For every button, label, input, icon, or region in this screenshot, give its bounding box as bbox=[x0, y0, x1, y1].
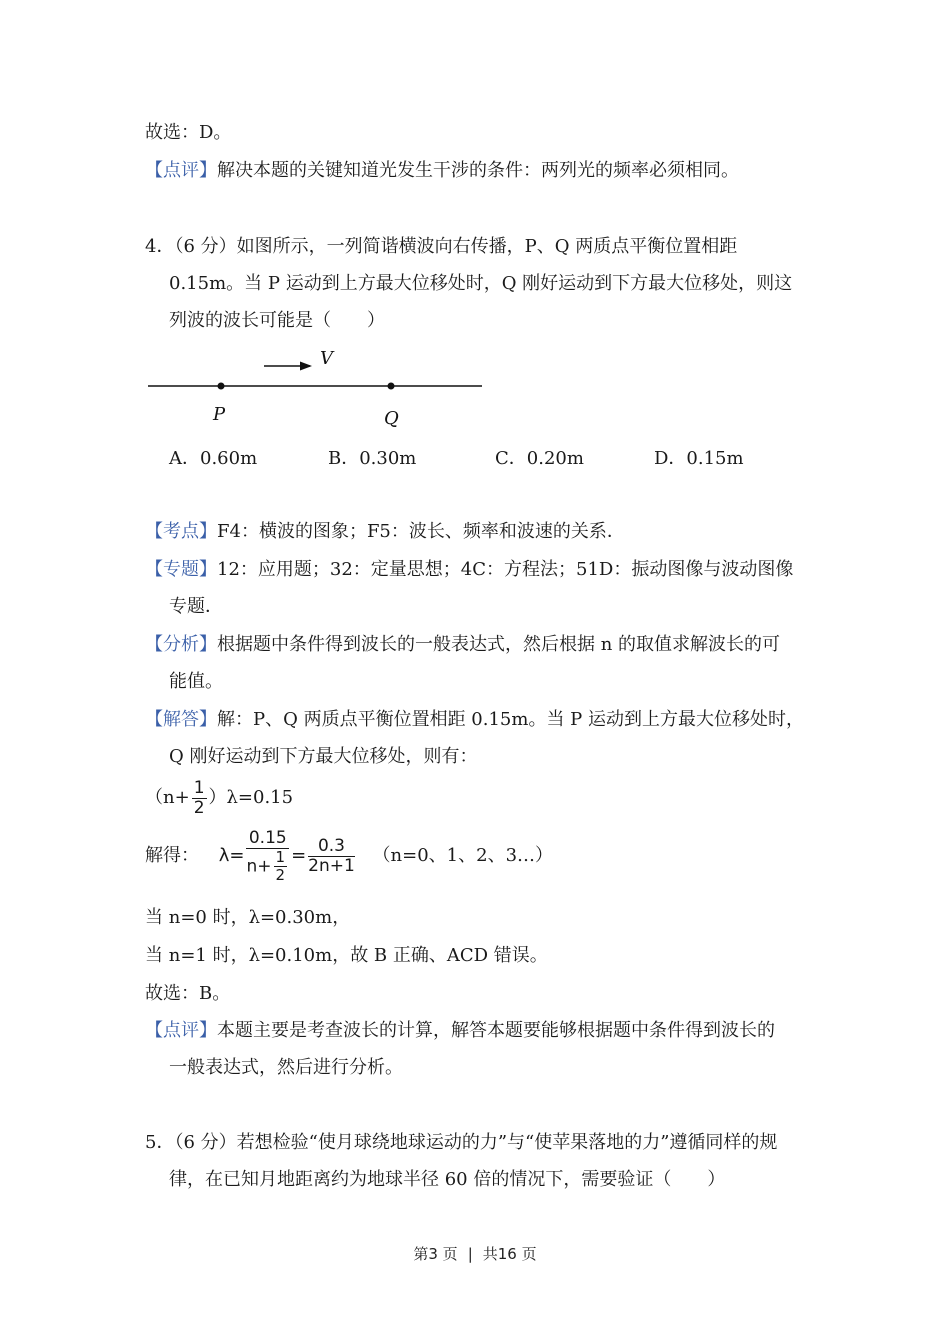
review-tag: 【点评】 bbox=[145, 160, 217, 181]
eq1-den: 2 bbox=[193, 797, 205, 818]
case-n1: 当 n=1 时，λ=0.10m，故 B 正确、ACD 错误。 bbox=[145, 945, 548, 966]
eq1-suffix: ）λ=0.15 bbox=[208, 787, 294, 808]
page-total: 共16 页 bbox=[482, 1245, 537, 1263]
eq2-f1-den-num: 1 bbox=[275, 847, 286, 866]
eq2-f1-num: 0.15 bbox=[246, 830, 289, 849]
zhuanti-cont: 专题． bbox=[169, 596, 223, 617]
jieda-text-1: 解：P、Q 两质点平衡位置相距 0.15m。当 P 运动到上方最大位移处时， bbox=[217, 709, 805, 730]
q3-answer: 故选：D。 bbox=[145, 122, 232, 143]
equation-2 bbox=[145, 826, 553, 886]
eq2-f2-num: 0.3 bbox=[308, 838, 355, 857]
q4-stem-line-3: 列波的波长可能是（ ） bbox=[169, 310, 385, 331]
option-b: B．0.30m bbox=[328, 448, 417, 469]
fenxi bbox=[145, 633, 780, 657]
q4-review-text-1: 本题主要是考查波长的计算，解答本题要能够根据题中条件得到波长的 bbox=[217, 1020, 775, 1041]
eq2-fraction-2 bbox=[308, 835, 355, 876]
zhuanti-tag: 【专题】 bbox=[145, 559, 217, 580]
point-q-label: Q bbox=[384, 408, 399, 429]
velocity-arrow-head bbox=[300, 362, 312, 371]
q4-stem-line-2: 0.15m。当 P 运动到上方最大位移处时，Q 刚好运动到下方最大位移处，则这 bbox=[169, 273, 793, 294]
fenxi-text-1: 根据题中条件得到波长的一般表达式，然后根据 n 的取值求解波长的可 bbox=[217, 634, 781, 655]
zhuanti-text-1: 12：应用题；32：定量思想；4C：方程法；51D：振动图像与波动图像 bbox=[217, 559, 794, 580]
jieda-tag: 【解答】 bbox=[145, 709, 217, 730]
point-p-label: P bbox=[213, 404, 226, 425]
case-n0: 当 n=0 时，λ=0.30m， bbox=[145, 907, 351, 928]
eq2-fraction-1 bbox=[246, 827, 289, 884]
q4-review-tag: 【点评】 bbox=[145, 1020, 217, 1041]
q5-stem-line-2: 律，在已知月地距离约为地球半径 60 倍的情况下，需要验证（ ） bbox=[169, 1169, 726, 1190]
q4-answer: 故选：B。 bbox=[145, 983, 231, 1004]
fenxi-tag: 【分析】 bbox=[145, 634, 217, 655]
page-number: 第3 页 bbox=[413, 1245, 458, 1263]
point-p-dot bbox=[218, 383, 225, 390]
q3-review bbox=[145, 159, 739, 183]
footer-separator: | bbox=[467, 1245, 473, 1263]
option-c: C．0.20m bbox=[495, 448, 584, 469]
eq2-label: 解得： bbox=[145, 845, 199, 866]
eq1-num: 1 bbox=[193, 777, 205, 798]
eq2-f2-den: 2n+1 bbox=[308, 855, 355, 876]
point-q-dot bbox=[388, 383, 395, 390]
eq2-f1-den-prefix: n+ bbox=[246, 856, 272, 876]
eq1-fraction bbox=[192, 777, 207, 818]
eq1-prefix: （n+ bbox=[145, 787, 190, 808]
jieda bbox=[145, 708, 804, 732]
q4-review bbox=[145, 1019, 775, 1043]
option-a: A．0.60m bbox=[169, 448, 258, 469]
zhuanti bbox=[145, 558, 793, 582]
velocity-label: V bbox=[320, 348, 333, 369]
page-footer bbox=[0, 1243, 950, 1264]
kaodian bbox=[145, 520, 625, 544]
eq2-condition: （n=0、1、2、3…） bbox=[372, 845, 554, 866]
fenxi-cont: 能值。 bbox=[169, 671, 223, 692]
q4-stem-line-1: 4．（6 分）如图所示，一列简谐横波向右传播，P、Q 两质点平衡位置相距 bbox=[145, 236, 738, 257]
review-text: 解决本题的关键知道光发生干涉的条件：两列光的频率必须相同。 bbox=[217, 160, 739, 181]
jieda-cont: Q 刚好运动到下方最大位移处，则有： bbox=[169, 746, 478, 767]
eq2-f1-den-fraction bbox=[274, 847, 288, 884]
eq2-equals-1: = bbox=[229, 845, 245, 866]
eq2-f1-den bbox=[246, 849, 289, 883]
eq2-equals-2: = bbox=[291, 845, 307, 866]
eq2-f1-den-den: 2 bbox=[275, 865, 286, 884]
q4-review-cont: 一般表达式，然后进行分析。 bbox=[169, 1057, 403, 1078]
wave-figure bbox=[140, 340, 490, 435]
q5-stem-line-1: 5．（6 分）若想检验“使月球绕地球运动的力”与“使苹果落地的力”遵循同样的规 bbox=[145, 1132, 778, 1153]
kaodian-text: F4：横波的图象；F5：波长、频率和波速的关系． bbox=[217, 521, 625, 542]
equation-1 bbox=[145, 776, 293, 820]
option-d: D．0.15m bbox=[654, 448, 744, 469]
eq2-lambda: λ bbox=[218, 845, 230, 866]
kaodian-tag: 【考点】 bbox=[145, 521, 217, 542]
